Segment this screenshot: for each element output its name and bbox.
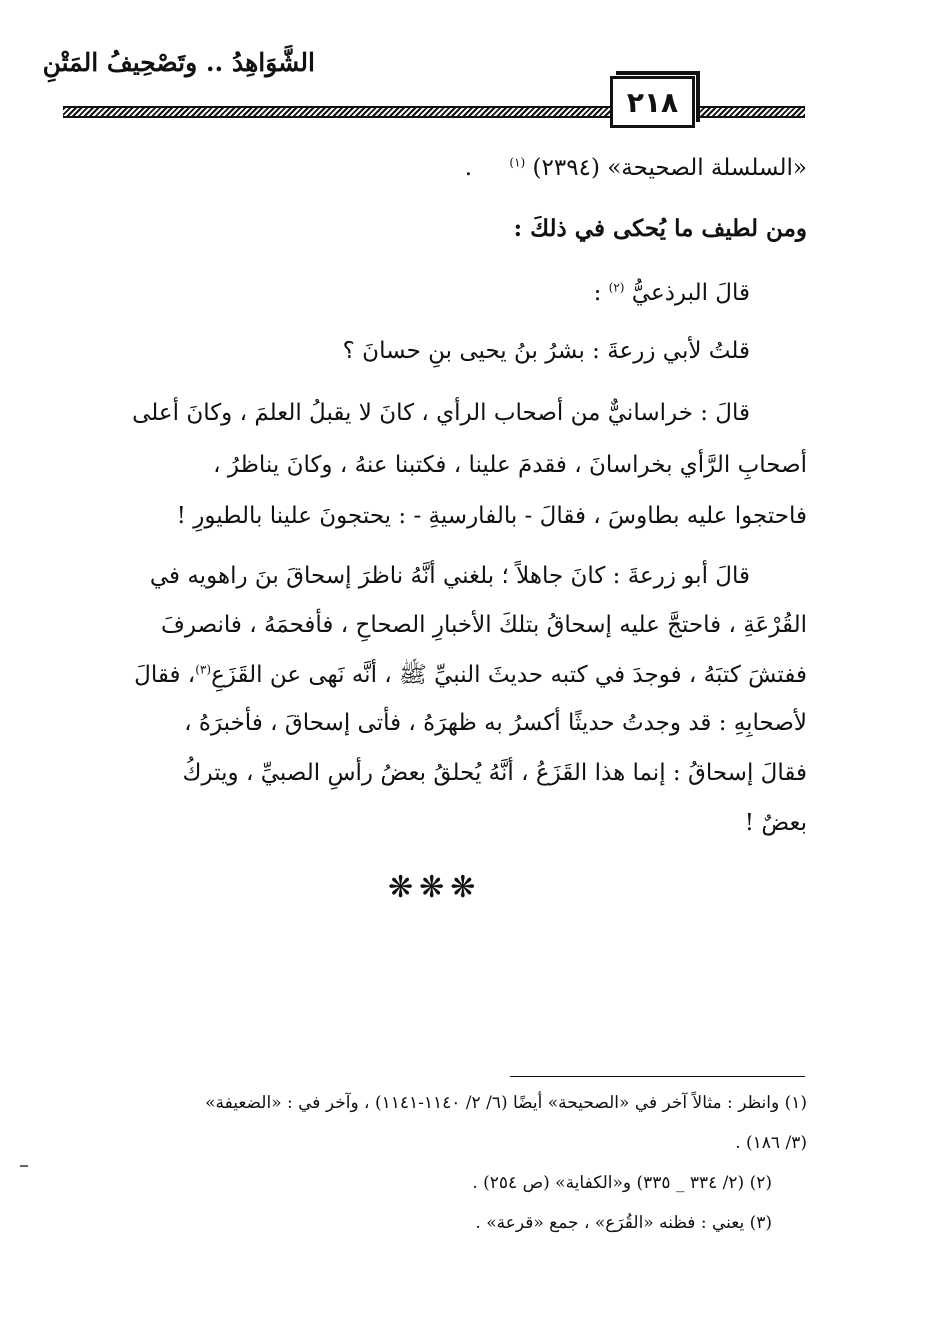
paragraph-2-line-text: ففتشَ كتبَهُ ، فوجدَ في كتبه حديثَ النبيِّ ﷺ ، أنَّه نَهى عن القَزَعِ bbox=[211, 662, 807, 688]
paragraph-1-line: فاحتجوا عليه بطاوسَ ، فقالَ - بالفارسيةِ - : يحتجونَ علينا بالطيورِ ! bbox=[176, 503, 807, 529]
header-rule-left bbox=[63, 106, 613, 118]
footnote-1: (١) وانظر : مثالاً آخر في «الصحيحة» أيضًا (٦/ ٢/ ١١٤٠-١١٤١) ، وآخر في : «الضعيفة» bbox=[205, 1093, 807, 1113]
footnote-rule bbox=[510, 1076, 805, 1077]
reference-text: «السلسلة الصحيحة» (٢٣٩٤) bbox=[532, 155, 807, 181]
paragraph-2-line bbox=[134, 660, 807, 694]
footnote-3: (٣) يعني : فظنه «القُرَع» ، جمع «قرعة» . bbox=[475, 1213, 772, 1233]
footnote-1-continued: (٣/ ١٨٦) . bbox=[735, 1133, 807, 1153]
narrator-colon: : bbox=[593, 280, 602, 306]
paragraph-2-line: بعضٌ ! bbox=[744, 810, 807, 836]
footnote-marker-1: (١) bbox=[509, 155, 526, 170]
section-separator: ❋❋❋ bbox=[388, 870, 482, 905]
reference-dot: . bbox=[464, 155, 473, 181]
narrator-line bbox=[594, 280, 750, 306]
reference-line bbox=[465, 155, 807, 181]
question-line: قلتُ لأبي زرعةَ : بشرُ بنُ يحيى بنِ حسانَ ؟ bbox=[342, 338, 750, 364]
running-header-title: الشَّوَاهِدُ .. وتَصْحِيفُ المَتْنِ bbox=[42, 48, 315, 77]
page-number: ٢١٨ bbox=[610, 76, 695, 128]
paragraph-2-line-end: ، فقالَ bbox=[134, 662, 196, 688]
paragraph-2-line: قالَ أبو زرعةَ : كانَ جاهلاً ؛ بلغني أنَّهُ ناظرَ إسحاقَ بنَ راهويه في bbox=[149, 563, 750, 589]
paragraph-1-line: أصحابِ الرَّأي بخراسانَ ، فقدمَ علينا ، فكتبنا عنهُ ، وكانَ يناظرُ ، bbox=[213, 452, 807, 478]
footnote-2: (٢) (٢/ ٣٣٤ _ ٣٣٥) و«الكفاية» (ص ٢٥٤) . bbox=[472, 1173, 772, 1193]
footnote-marker-2: (٢) bbox=[608, 280, 625, 295]
paragraph-2-line: فقالَ إسحاقُ : إنما هذا القَزَعُ ، أنَّهُ يُحلقُ بعضُ رأسِ الصبيِّ ، ويتركُ bbox=[182, 760, 807, 786]
section-heading: ومن لطيف ما يُحكى في ذلكَ : bbox=[513, 215, 807, 242]
paragraph-2-line: القُرْعَةِ ، فاحتجَّ عليه إسحاقُ بتلكَ الأخبارِ الصحاحِ ، فأفحمَهُ ، فانصرفَ bbox=[161, 612, 807, 638]
narrator-text: قالَ البرذعيُّ bbox=[631, 280, 750, 306]
scan-speck bbox=[20, 1165, 28, 1167]
footnote-marker-3: (٣) bbox=[195, 662, 212, 677]
paragraph-2-line: لأصحابِهِ : قد وجدتُ حديثًا أكسرُ به ظهرَهُ ، فأتى إسحاقَ ، فأخبرَهُ ، bbox=[184, 710, 807, 736]
header-rule-right bbox=[697, 106, 805, 118]
paragraph-1-line: قالَ : خراسانيٌّ من أصحاب الرأي ، كانَ لا يقبلُ العلمَ ، وكانَ أعلى bbox=[132, 400, 750, 426]
